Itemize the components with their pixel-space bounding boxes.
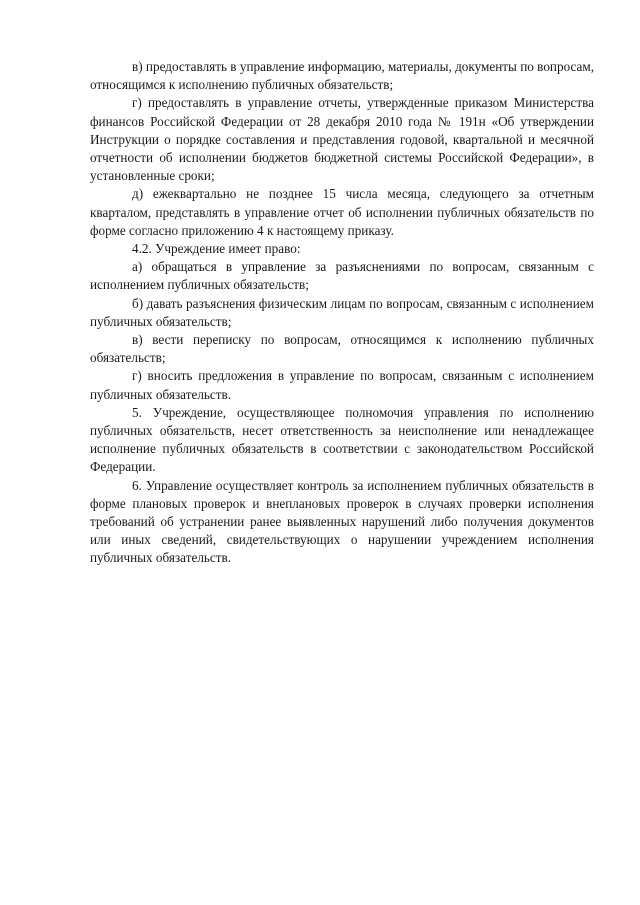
paragraph-4-2-v: в) вести переписку по вопросам, относящимся к исполнению публичных обязательств;	[90, 332, 594, 366]
document-body	[90, 58, 594, 568]
paragraph-4-2-g: г) вносить предложения в управление по вопросам, связанным с исполнением публичных обязательств.	[90, 368, 594, 402]
paragraph-4-2-a: а) обращаться в управление за разъяснениями по вопросам, связанным с исполнением публичных обязательств;	[90, 259, 594, 293]
paragraph-4-1-g: г) предоставлять в управление отчеты, утвержденные приказом Министерства финансов Российской Федерации от 28 декабря 2010 года № 191н «Об утверждении Инструкции о порядке составления и представления годовой, квартальной и месячной отчетности об исполнении бюджетов бюджетной системы Российской Федерации», в установленные сроки;	[90, 95, 594, 184]
paragraph-4-2-b: б) давать разъяснения физическим лицам по вопросам, связанным с исполнением публичных обязательств;	[90, 295, 594, 329]
paragraph-4-1-v: в) предоставлять в управление информацию, материалы, документы по вопросам, относящимся к исполнению публичных обязательств;	[90, 59, 594, 93]
paragraph-4-1-d: д) ежеквартально не позднее 15 числа месяца, следующего за отчетным кварталом, представлять в управление отчет об исполнении публичных обязательств по форме согласно приложению 4 к настоящему приказу.	[90, 186, 594, 238]
paragraph-6: 6. Управление осуществляет контроль за исполнением публичных обязательств в форме плановых проверок и внеплановых проверок в случаях проверки исполнения требований об устранении ранее выявленных нарушений либо получения документов или иных сведений, свидетельствующих о нарушении учреждением исполнения публичных обязательств.	[90, 477, 594, 566]
paragraph-5: 5. Учреждение, осуществляющее полномочия управления по исполнению публичных обязательств, несет ответственность за неисполнение или ненадлежащее исполнение публичных обязательств в соответствии с законодательством Российской Федерации.	[90, 404, 594, 475]
paragraph-4-2-heading: 4.2. Учреждение имеет право:	[132, 241, 301, 257]
